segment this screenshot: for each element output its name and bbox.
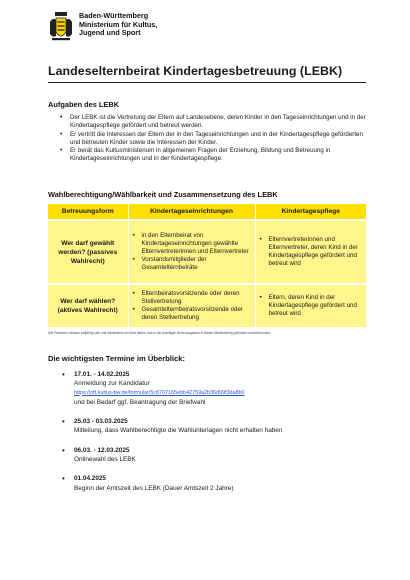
table-footnote: Alle Personen müssen volljährig sein und mindestens ein Kind haben, das in der jeweiligen Betreuungsform in Baden-Württemberg gefördert und betreut wird. — [48, 331, 272, 335]
list-item: • Er vertritt die Interessen der Eltern der in den Tageseinrichtungen und in der Kindertagespflege geförderten und betreuten Kinder sowie die Interessen der Kinder. — [58, 131, 366, 148]
list-item: • in den Elternbeirat von Kindertageseinrichtungen gewählte Elternvertreterinnen und Elternvertreter — [142, 232, 252, 256]
ministry-name — [79, 12, 157, 38]
ministry-header — [48, 12, 157, 42]
date-description: Onlinewahl des LEBK — [74, 456, 136, 464]
date-range: • 06.03. - 12.03.2025 — [74, 446, 130, 454]
list-item: • Der LEBK ist die Vertretung der Eltern auf Landesebene, deren Kinder in den Tageseinrichtungen und in der Kindertagespflege gefördert und betreut werden. — [58, 114, 366, 131]
list-item: • Er berät das Kultusministerium in allgemeinen Fragen der Erziehung, Bildung und Betreuung in Kindertageseinrichtungen und in der Kindertagespflege. — [58, 147, 366, 164]
table-cell — [255, 220, 366, 284]
date-range: • 17.01. - 14.02.2025 — [74, 371, 130, 378]
coat-of-arms-icon — [48, 12, 74, 42]
table-row — [48, 220, 366, 284]
list-item: • Vorstandsmitglieder der Gesamtelternbeiräte — [142, 256, 252, 272]
ministry-line: Jugend und Sport — [79, 28, 141, 38]
date-description: Mitteilung, dass Wahlberechtigte die Wahlunterlagen nicht erhalten haben — [74, 427, 283, 435]
ministry-line: Ministerium für Kultus, — [79, 19, 158, 29]
list-item — [62, 370, 362, 407]
table-cell — [128, 284, 255, 328]
title-underline — [48, 82, 366, 83]
column-header: Kindertageseinrichtungen — [128, 204, 255, 220]
row-header — [48, 220, 128, 284]
date-range: • 25.03 - 03.03.2025 — [74, 418, 128, 426]
list-item: • Gesamtelternbeiratsvorsitzende oder deren Stellvertretung — [142, 306, 252, 322]
page-title: Landeselternbeirat Kindertagesbetreuung (LEBK) — [48, 64, 343, 78]
eligibility-heading: Wahlberechtigung/Wählbarkeit und Zusammensetzung des LEBK — [48, 190, 278, 199]
column-header: Betreuungsform — [48, 204, 128, 220]
row-header — [48, 284, 128, 328]
list-item — [62, 474, 362, 493]
table-header-row — [48, 204, 366, 220]
list-item: • Elternbeiratsvorsitzende oder deren Stellvertretung — [142, 290, 252, 306]
table-cell — [128, 220, 255, 284]
row-label: Wer darf wählen? (aktives Wahlrecht) — [57, 298, 118, 314]
dates-list — [62, 370, 362, 503]
date-description: Beginn der Amtszeit des LEBK (Dauer Amtszeit 2 Jahre) — [74, 484, 234, 492]
tasks-list — [58, 114, 366, 164]
date-description: Anmeldung zur Kandidatur — [74, 380, 150, 388]
ministry-line: Baden-Württemberg — [79, 11, 149, 20]
list-item: • Elternvertreterinnen und Elternvertreter, deren Kind in der Kindertagespflege gefördert und betreut wird — [269, 236, 364, 268]
date-description: und bei Bedarf ggf. Beantragung der Briefwahl — [74, 398, 206, 406]
date-range: • 01.04.2025 — [74, 475, 106, 483]
table-row — [48, 284, 366, 328]
list-item — [62, 417, 362, 436]
row-label: Wer darf gewählt werden? (passives Wahlrecht) — [58, 239, 118, 265]
list-item: • Eltern, deren Kind in der Kindertagespflege gefördert und betreut wird — [269, 294, 364, 318]
list-item — [62, 446, 362, 465]
column-header: Kindertagespflege — [255, 204, 366, 220]
tasks-heading: Aufgaben des LEBK — [48, 100, 120, 109]
registration-link[interactable]: https://oft.kultus-bw.de/formular/5c8707165ebb42759a2b36d99f3da8b0 — [74, 389, 245, 396]
table-cell — [255, 284, 366, 328]
eligibility-table — [48, 204, 366, 329]
dates-heading: Die wichtigsten Termine im Überblick: — [48, 354, 185, 363]
